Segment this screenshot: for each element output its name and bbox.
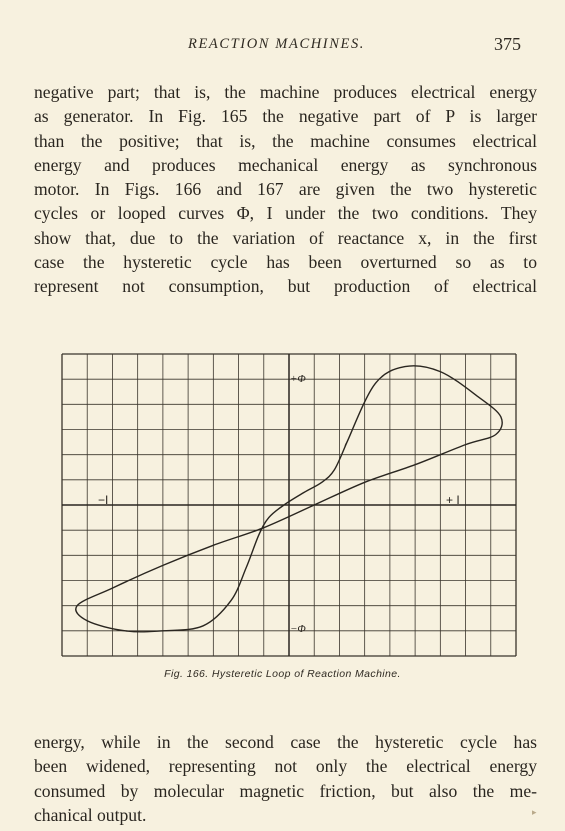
paragraph-bottom xyxy=(34,730,537,827)
text-line: than the positive; that is, the machine consumes electrical xyxy=(34,130,537,151)
text-line: negative part; that is, the machine produces electrical energy xyxy=(34,82,537,102)
page-header xyxy=(0,34,565,58)
corner-mark: ▸ xyxy=(532,808,537,818)
hysteresis-plot xyxy=(60,352,518,662)
text-line: consumed by molecular magnetic friction, but also the me- xyxy=(34,780,537,801)
figure-166 xyxy=(60,352,518,662)
minus-phi-label: −Φ xyxy=(290,623,306,635)
text-line: been widened, representing not only the electrical energy xyxy=(34,756,537,777)
page-number: 375 xyxy=(494,34,521,54)
text-line: cycles or looped curves Φ, I under the two conditions. They xyxy=(34,203,537,224)
paragraph-top xyxy=(34,80,537,299)
text-line: as generator. In Fig. 165 the negative part of P is larger xyxy=(34,106,537,127)
minus-i-label: −I xyxy=(98,493,109,507)
running-head: REACTION MACHINES. xyxy=(188,36,366,52)
figure-caption: Fig. 166. Hysteretic Loop of Reaction Machine. xyxy=(164,668,401,680)
text-line: motor. In Figs. 166 and 167 are given the two hysteretic xyxy=(34,179,537,200)
plus-phi-label: +Φ xyxy=(290,373,306,385)
plus-i-label: + I xyxy=(446,493,460,507)
text-line: chanical output. xyxy=(34,804,147,825)
text-line: represent not consumption, but production of electrical xyxy=(34,276,537,297)
text-line: energy, while in the second case the hysteretic cycle has xyxy=(34,732,537,752)
text-line: case the hysteretic cycle has been overturned so as to xyxy=(34,252,537,273)
text-line: show that, due to the variation of reactance x, in the first xyxy=(34,227,537,248)
text-line: energy and produces mechanical energy as synchronous xyxy=(34,154,537,175)
